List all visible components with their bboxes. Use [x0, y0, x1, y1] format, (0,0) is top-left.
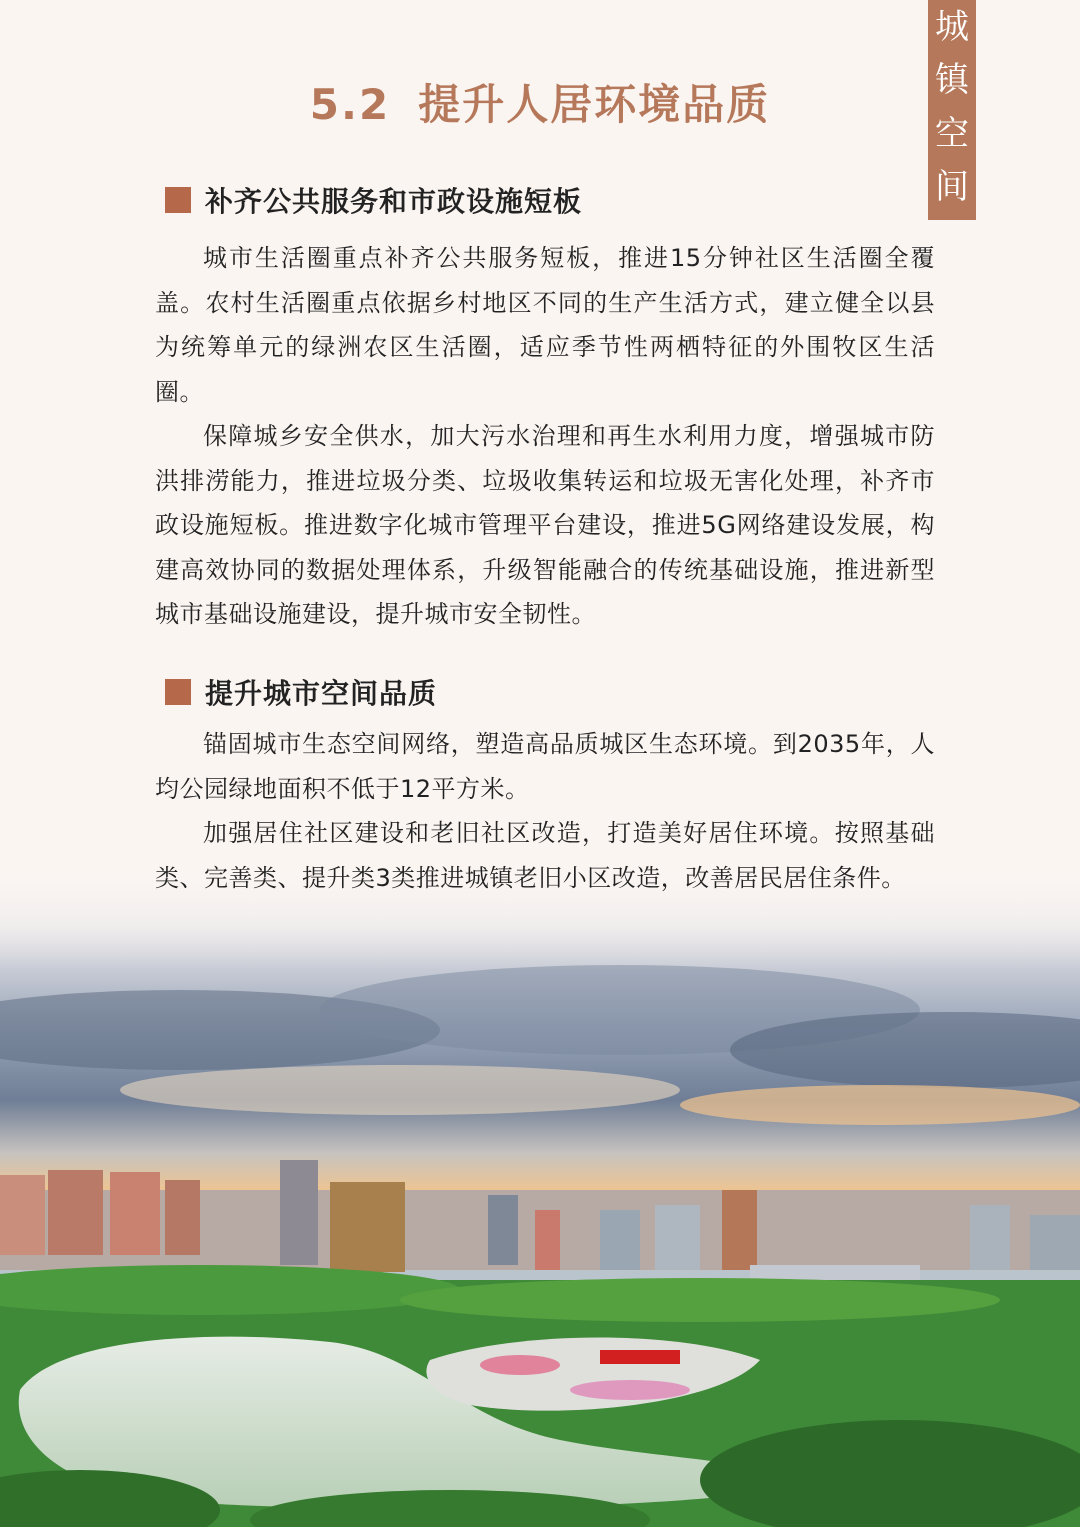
side-tab-char: 空: [935, 113, 969, 154]
side-tab-char: 镇: [935, 60, 969, 101]
paragraph: 城市生活圈重点补齐公共服务短板，推进15分钟社区生活圈全覆盖。农村生活圈重点依据乡村地区不同的生产生活方式，建立健全以县为统筹单元的绿洲农区生活圈，适应季节性两栖特征的外围牧区生活圈。: [155, 244, 935, 406]
paragraph: 加强居住社区建设和老旧社区改造，打造美好居住环境。按照基础类、完善类、提升类3类推进城镇老旧小区改造，改善居民居住条件。: [155, 819, 935, 892]
section-urban-space-quality: [155, 672, 935, 900]
section-heading-label: 补齐公共服务和市政设施短板: [205, 185, 583, 218]
heading-square-icon: [165, 187, 191, 213]
side-tab-char: 间: [935, 167, 969, 208]
section-heading-label: 提升城市空间品质: [205, 677, 438, 710]
page-title: [0, 72, 1080, 132]
paragraph: 锚固城市生态空间网络，塑造高品质城区生态环境。到2035年，人均公园绿地面积不低于12平方米。: [155, 730, 935, 803]
section-public-services: [155, 180, 935, 637]
heading-square-icon: [165, 679, 191, 705]
section-number: 5.2: [309, 80, 391, 129]
paragraph: 保障城乡安全供水，加大污水治理和再生水利用力度，增强城市防洪排涝能力，推进垃圾分类、垃圾收集转运和垃圾无害化处理，补齐市政设施短板。推进数字化城市管理平台建设，推进5G网络建设发展，构建高效协同的数据处理体系，升级智能融合的传统基础设施，推进新型城市基础设施建设，提升城市安全韧性。: [155, 422, 935, 628]
side-tab-char: 城: [935, 6, 969, 47]
city-skyline-photo: [0, 860, 1080, 1527]
section-title-text: 提升人居环境品质: [418, 80, 771, 129]
section-heading: [165, 180, 935, 220]
section-heading: [165, 672, 935, 712]
